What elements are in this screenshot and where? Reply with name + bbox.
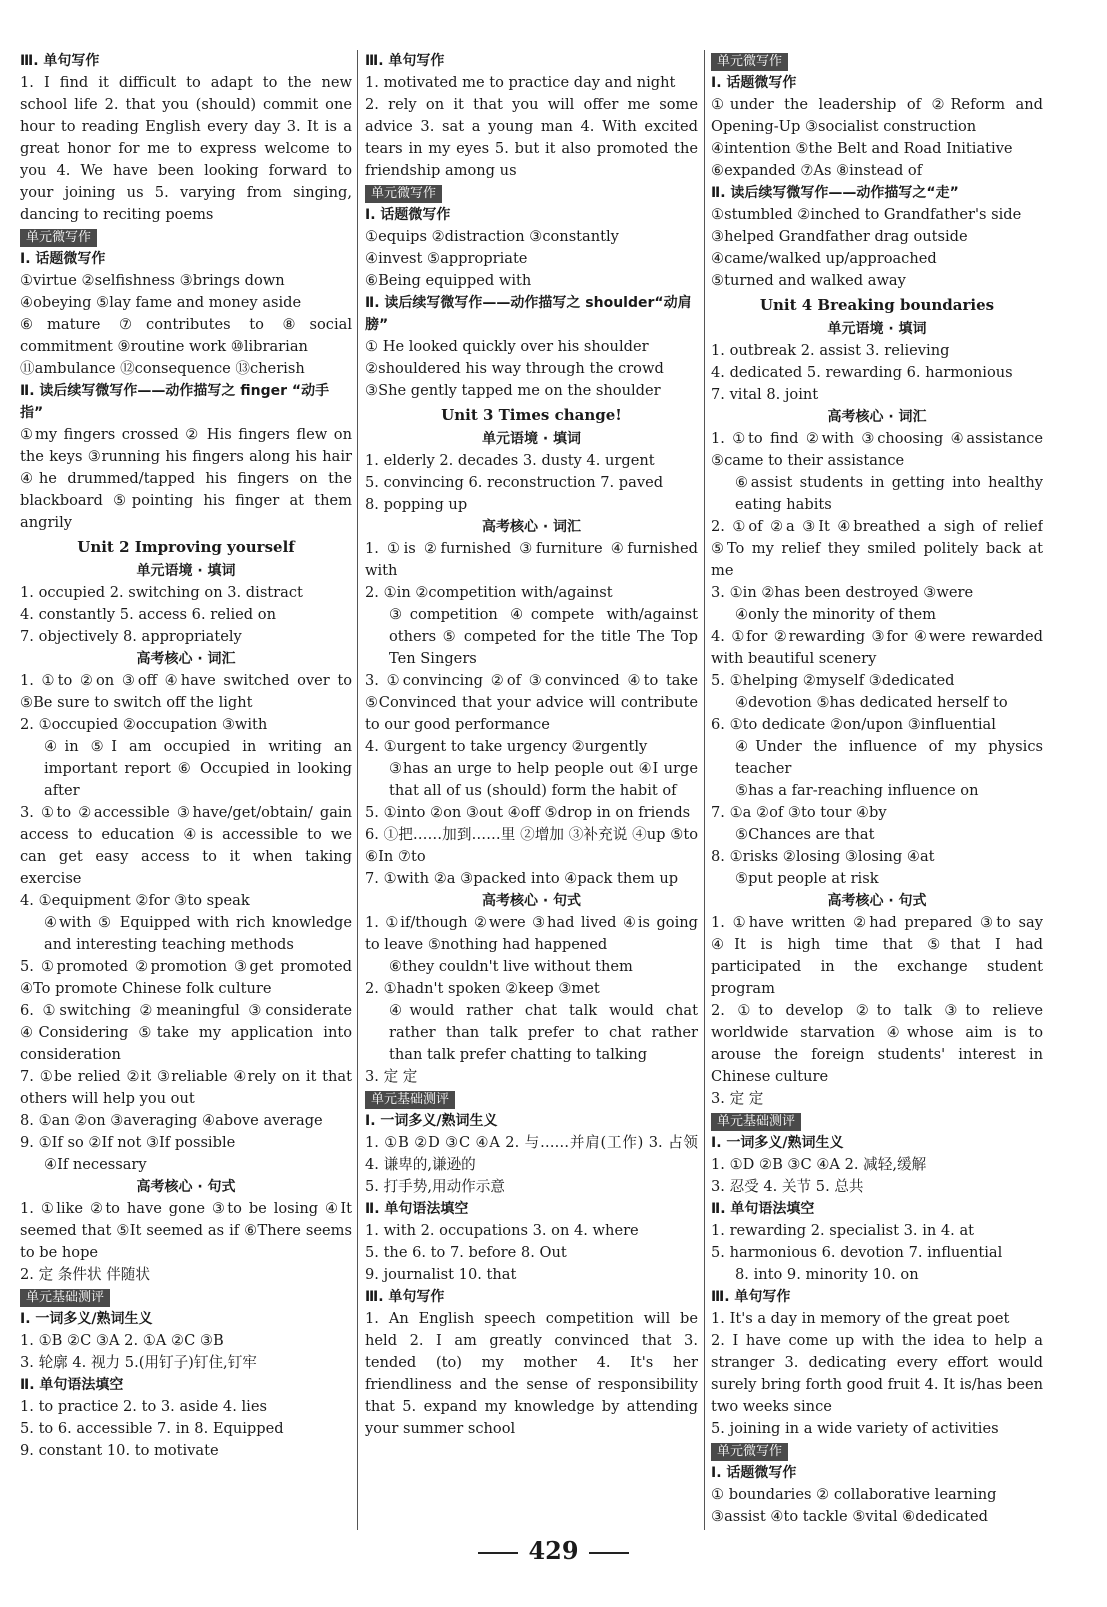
section-heading: Ⅲ. 单句写作	[365, 53, 445, 69]
answer-line-indent: ⑤has a far-reaching influence on	[735, 782, 979, 799]
section-heading: Ⅲ. 单句写作	[20, 53, 100, 69]
section-tag: 单元微写作	[711, 1443, 788, 1461]
answer-line: ①virtue ②selfishness ③brings down	[20, 272, 285, 289]
answer-line-indent: ④Under the influence of my physics teacher	[735, 738, 1043, 777]
section-heading: Ⅱ. 读后续写微写作——动作描写之 finger “动手指”	[20, 383, 330, 421]
answer-line-indent: ⑤put people at risk	[735, 870, 879, 887]
answer-line: 1. rewarding 2. specialist 3. in 4. at	[711, 1222, 975, 1239]
answer-line: 5. the 6. to 7. before 8. Out	[365, 1244, 567, 1261]
answer-line: 1. elderly 2. decades 3. dusty 4. urgent	[365, 452, 655, 469]
subsection-heading: 高考核心 · 句式	[481, 893, 582, 909]
answer-line: ① He looked quickly over his shoulder	[365, 338, 649, 355]
answer-line: ④intention ⑤the Belt and Road Initiative	[711, 140, 1013, 157]
unit-title: Unit 4 Breaking boundaries	[759, 296, 995, 314]
answer-line: 5. convincing 6. reconstruction 7. paved	[365, 474, 664, 491]
answer-line: 5. 打手势,用动作示意	[365, 1178, 505, 1195]
answer-line: 1. ①to find ②with ③choosing ④assistance ⑤came to their assistance	[711, 430, 1043, 469]
answer-line: 5. ①into ②on ③out ④off ⑤drop in on friends	[365, 804, 691, 821]
answer-line: 1. ①to ②on ③off ④have switched over to ⑤Be sure to switch off the light	[20, 672, 352, 711]
answer-line: 1. ①if/though ②were ③had lived ④is going to leave ⑤nothing had happened	[365, 914, 698, 953]
answer-line-indent: ④would rather chat talk would chat rather than talk prefer to chat rather than talk prefer chatting to talking	[389, 1002, 698, 1063]
section-heading: Ⅰ. 话题微写作	[711, 75, 797, 91]
section-heading: Ⅰ. 话题微写作	[711, 1465, 797, 1481]
answer-line: ③helped Grandfather drag outside	[711, 228, 968, 245]
answer-line: 8. ①risks ②losing ③losing ④at	[711, 848, 935, 865]
answer-line: 3. ①to ②accessible ③have/get/obtain/ gain access to education ④is accessible to we can get easy access to it when taking exercise	[20, 804, 352, 887]
section-heading: Ⅲ. 单句写作	[711, 1289, 791, 1305]
answer-line: ①my fingers crossed ② His fingers flew on the keys ③running his fingers along his hair ④he drummed/tapped his fingers on the blackboard ⑤pointing his finger at them angrily	[20, 426, 352, 531]
answer-line: ③assist ④to tackle ⑤vital ⑥dedicated	[711, 1508, 988, 1525]
answer-line: ④invest ⑤appropriate	[365, 250, 528, 267]
answer-line: 9. constant 10. to motivate	[20, 1442, 219, 1459]
answer-line: 7. ①a ②of ③to tour ④by	[711, 804, 887, 821]
answer-line: 1. ①have written ②had prepared ③to say ④It is high time that ⑤that I had participated in the exchange student program	[711, 914, 1043, 997]
answer-line: 3. 忍受 4. 关节 5. 总共	[711, 1178, 864, 1195]
answer-column-2	[365, 50, 698, 1570]
answer-column-3	[711, 50, 1043, 1570]
answer-line: 1. I find it difficult to adapt to the new school life 2. that you (should) commit one hour to reading English every day 3. It is a great honor for me to express welcome to you 4. We have been looking forward to your joining us 5. varying from singing, dancing to reciting poems	[20, 74, 352, 223]
section-heading: Ⅰ. 话题微写作	[20, 251, 106, 267]
section-tag-row	[711, 1110, 1043, 1132]
section-heading: Ⅱ. 单句语法填空	[711, 1201, 815, 1217]
section-tag-row	[20, 226, 352, 248]
answer-line: 2. 定 条件状 伴随状	[20, 1266, 150, 1283]
answer-line: 5. harmonious 6. devotion 7. influential	[711, 1244, 1003, 1261]
answer-line: ① boundaries ② collaborative learning	[711, 1486, 997, 1503]
answer-line: 5. to 6. accessible 7. in 8. Equipped	[20, 1420, 284, 1437]
answer-line: 1. ①B ②C ③A 2. ①A ②C ③B	[20, 1332, 224, 1349]
unit-title: Unit 2 Improving yourself	[77, 538, 295, 556]
answer-line: 2. ①occupied ②occupation ③with	[20, 716, 268, 733]
answer-line: ⑥Being equipped with	[365, 272, 532, 289]
answer-line: 1. An English speech competition will be held 2. I am greatly convinced that 3. tended (to) my mother 4. It's her friendliness and the sense of responsibility that 5. expand my knowledge by attending your summer school	[365, 1310, 698, 1437]
subsection-heading: 单元语境 · 填词	[481, 431, 582, 447]
answer-line: ⑤turned and walked away	[711, 272, 906, 289]
answer-line: 2. ①in ②competition with/against	[365, 584, 613, 601]
answer-line: ①equips ②distraction ③constantly	[365, 228, 619, 245]
subsection-heading: 单元语境 · 填词	[827, 321, 927, 337]
section-heading: Ⅱ. 单句语法填空	[20, 1377, 124, 1393]
answer-line: 3. ①convincing ②of ③convinced ④to take ⑤Convinced that your advice will contribute to our good performance	[365, 672, 698, 733]
section-heading: Ⅰ. 话题微写作	[365, 207, 451, 223]
page-number	[0, 1536, 1107, 1565]
answer-line: 1. to practice 2. to 3. aside 4. lies	[20, 1398, 267, 1415]
answer-line: 1. outbreak 2. assist 3. relieving	[711, 342, 950, 359]
answer-line-indent: ③competition ④compete with/against others ⑤ competed for the title The Top Ten Singers	[389, 606, 698, 667]
answer-line: 6. ①switching ②meaningful ③considerate ④Considering ⑤take my application into consideration	[20, 1002, 352, 1063]
answer-line: 9. journalist 10. that	[365, 1266, 517, 1283]
answer-line: ③She gently tapped me on the shoulder	[365, 382, 661, 399]
answer-line: 6. ①to dedicate ②on/upon ③influential	[711, 716, 996, 733]
section-heading: Ⅱ. 单句语法填空	[365, 1201, 469, 1217]
answer-line: 4. constantly 5. access 6. relied on	[20, 606, 276, 623]
section-heading: Ⅲ. 单句写作	[365, 1289, 445, 1305]
answer-line-indent: ④only the minority of them	[735, 606, 937, 623]
answer-line: 4. dedicated 5. rewarding 6. harmonious	[711, 364, 1013, 381]
answer-line: 1. motivated me to practice day and night	[365, 74, 676, 91]
section-heading: Ⅰ. 一词多义/熟词生义	[711, 1135, 844, 1151]
subsection-heading: 高考核心 · 词汇	[827, 409, 927, 425]
answer-line-indent: ④If necessary	[44, 1156, 147, 1173]
answer-line-indent: ⑥assist students in getting into healthy eating habits	[735, 474, 1043, 513]
answer-line: 7. objectively 8. appropriately	[20, 628, 242, 645]
answer-line: 7. ①with ②a ③packed into ④pack them up	[365, 870, 679, 887]
page-number-dash-right	[589, 1552, 629, 1554]
section-tag: 单元基础测评	[711, 1113, 801, 1131]
answer-column-1	[20, 50, 352, 1570]
subsection-heading: 高考核心 · 词汇	[136, 651, 236, 667]
answer-line: 4. ①urgent to take urgency ②urgently	[365, 738, 648, 755]
section-tag-row	[365, 182, 698, 204]
answer-line: 2. ①of ②a ③It ④breathed a sigh of relief ⑤To my relief they smiled politely back at me	[711, 518, 1043, 579]
answer-line: ④obeying ⑤lay fame and money aside	[20, 294, 302, 311]
answer-line: 3. ①in ②has been destroyed ③were	[711, 584, 974, 601]
answer-line-indent: ④in ⑤I am occupied in writing an important report ⑥ Occupied in looking after	[44, 738, 352, 799]
subsection-heading: 高考核心 · 句式	[827, 893, 927, 909]
answer-line: 1. with 2. occupations 3. on 4. where	[365, 1222, 639, 1239]
page-number-dash-left	[478, 1552, 518, 1554]
section-tag-row	[365, 1088, 698, 1110]
section-tag: 单元基础测评	[20, 1289, 110, 1307]
answer-line-indent: ④devotion ⑤has dedicated herself to	[735, 694, 1008, 711]
answer-line: 2. ①hadn't spoken ②keep ③met	[365, 980, 600, 997]
answer-line: 4. ①equipment ②for ③to speak	[20, 892, 250, 909]
answer-line: ②shouldered his way through the crowd	[365, 360, 664, 377]
section-tag: 单元基础测评	[365, 1091, 455, 1109]
answer-line: 2. ①to develop ②to talk ③to relieve worldwide starvation ④whose aim is to arouse the foreign students' interest in Chinese culture	[711, 1002, 1043, 1085]
answer-line-indent: ③has an urge to help people out ④I urge that all of us (should) form the habit of	[389, 760, 698, 799]
section-tag-row	[711, 50, 1043, 72]
answer-line: 1. ①is ②furnished ③furniture ④furnished with	[365, 540, 698, 579]
answer-line: ①under the leadership of ②Reform and Opening-Up ③socialist construction	[711, 96, 1043, 135]
answer-line: 5. ①helping ②myself ③dedicated	[711, 672, 955, 689]
section-heading: Ⅱ. 读后续写微写作——动作描写之“走”	[711, 185, 959, 201]
answer-line: ⑥expanded ⑦As ⑧instead of	[711, 162, 923, 179]
section-heading: Ⅱ. 读后续写微写作——动作描写之 shoulder“动肩膀”	[365, 295, 692, 333]
answer-line: ⑪ambulance ⑫consequence ⑬cherish	[20, 360, 305, 377]
column-divider	[704, 50, 705, 1530]
answer-line: 2. I have come up with the idea to help a stranger 3. dedicating every effort would surely bring forth good fruit 4. It is/has been two weeks since	[711, 1332, 1043, 1415]
answer-line: 5. ①promoted ②promotion ③get promoted ④To promote Chinese folk culture	[20, 958, 352, 997]
answer-line: 3. 定 定	[365, 1068, 418, 1085]
section-tag: 单元微写作	[365, 185, 442, 203]
answer-line: ①stumbled ②inched to Grandfather's side	[711, 206, 1022, 223]
answer-line: 2. rely on it that you will offer me some advice 3. sat a young man 4. With excited tears in my eyes 5. but it also promoted the friendship among us	[365, 96, 698, 179]
answer-line: ④came/walked up/approached	[711, 250, 937, 267]
subsection-heading: 单元语境 · 填词	[136, 563, 236, 579]
unit-title: Unit 3 Times change!	[441, 406, 622, 424]
answer-line-indent: 8. into 9. minority 10. on	[735, 1266, 919, 1283]
section-tag-row	[20, 1286, 352, 1308]
answer-line-indent: ⑤Chances are that	[735, 826, 875, 843]
answer-line: 1. ①like ②to have gone ③to be losing ④It seemed that ⑤It seemed as if ⑥There seems to be hope	[20, 1200, 352, 1261]
section-heading: Ⅰ. 一词多义/熟词生义	[20, 1311, 153, 1327]
answer-line-indent: ⑥they couldn't live without them	[389, 958, 633, 975]
answer-line: 7. ①be relied ②it ③reliable ④rely on it that others will help you out	[20, 1068, 352, 1107]
subsection-heading: 高考核心 · 词汇	[481, 519, 582, 535]
answer-line: 1. ①D ②B ③C ④A 2. 减轻,缓解	[711, 1156, 927, 1173]
answer-line: 9. ①If so ②If not ③If possible	[20, 1134, 236, 1151]
answer-line: 6. ①把……加到……里 ②增加 ③补充说 ④up ⑤to ⑥In ⑦to	[365, 826, 698, 865]
answer-line: 8. ①an ②on ③averaging ④above average	[20, 1112, 323, 1129]
section-tag-row	[711, 1440, 1043, 1462]
subsection-heading: 高考核心 · 句式	[136, 1179, 236, 1195]
answer-line: 1. occupied 2. switching on 3. distract	[20, 584, 303, 601]
answer-line-indent: ④with ⑤ Equipped with rich knowledge and interesting teaching methods	[44, 914, 352, 953]
column-divider	[357, 50, 358, 1530]
answer-line: 4. ①for ②rewarding ③for ④were rewarded with beautiful scenery	[711, 628, 1043, 667]
section-tag: 单元微写作	[20, 229, 97, 247]
section-heading: Ⅰ. 一词多义/熟词生义	[365, 1113, 498, 1129]
answer-line: ⑥mature ⑦contributes to ⑧social commitment ⑨routine work ⑩librarian	[20, 316, 352, 355]
answer-line: 7. vital 8. joint	[711, 386, 819, 403]
answer-line: 8. popping up	[365, 496, 468, 513]
answer-line: 5. joining in a wide variety of activities	[711, 1420, 999, 1437]
answer-line: 3. 轮廓 4. 视力 5.(用钉子)钉住,钉牢	[20, 1354, 257, 1371]
answer-line: 3. 定 定	[711, 1090, 764, 1107]
section-tag: 单元微写作	[711, 53, 788, 71]
page-number-text: 429	[528, 1536, 579, 1565]
answer-line: 1. ①B ②D ③C ④A 2. 与……并肩(工作) 3. 占领 4. 谦卑的,谦逊的	[365, 1134, 698, 1173]
answer-line: 1. It's a day in memory of the great poet	[711, 1310, 1010, 1327]
